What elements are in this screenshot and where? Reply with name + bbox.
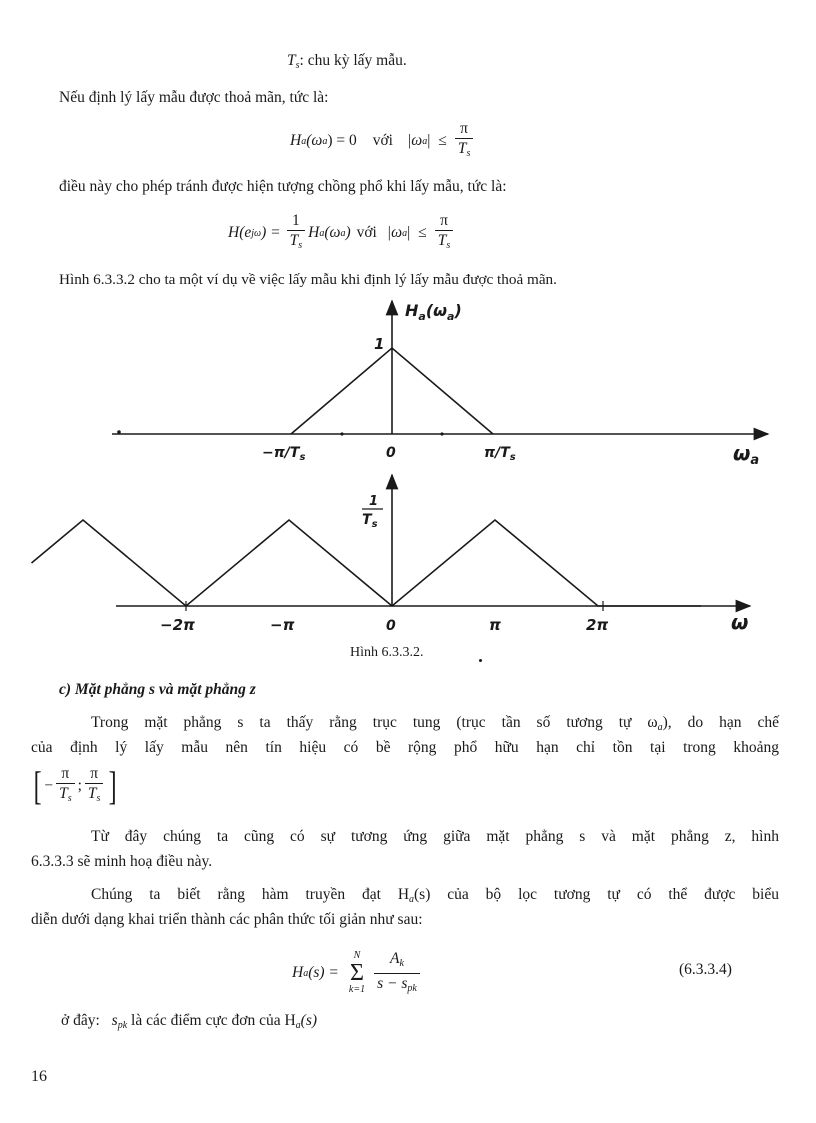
- interval-pi-right: π: [85, 765, 104, 784]
- para2-line2: 6.3.3.3 sẽ minh hoạ điều này.: [31, 853, 213, 870]
- eq2-ts: T: [289, 232, 299, 249]
- interval-minus: −: [44, 777, 54, 794]
- equation-number: (6.3.3.4): [679, 961, 732, 978]
- where-spk-sub: pk: [117, 1020, 128, 1031]
- eq2-abs: |ω: [386, 224, 403, 241]
- top-xtick-neg: $-\pi/T_s$: [262, 445, 306, 463]
- interval-bracket: [31, 761, 120, 811]
- eq3-h-sub: a: [303, 967, 309, 979]
- para1-line1-tail: ), do hạn chế: [662, 714, 779, 731]
- para1-line1-text: Trong mặt phẳng s ta thấy rằng trục tung (trục tần số tương tự ω: [91, 714, 658, 731]
- eq1-abs: |ω: [406, 132, 423, 149]
- top-xtick-pos: $\pi/T_s$: [484, 445, 516, 463]
- figure-intro-text: Hình 6.3.3.2 cho ta một ví dụ về việc lấy mẫu khi định lý lấy mẫu được thoả mãn.: [59, 271, 557, 288]
- para1-line2: của định lý lấy mẫu nên tín hiệu có bề rộng phổ hữu hạn chỉ tồn tại trong khoảng: [31, 739, 779, 756]
- where-h-sub: a: [295, 1020, 301, 1031]
- where-prefix: ở đây:: [61, 1012, 100, 1029]
- eq3-summation: [349, 951, 365, 995]
- top-xlabel: $\omega_a$: [733, 441, 760, 468]
- eq1-pi: π: [455, 120, 474, 139]
- sampling-condition-text: Nếu định lý lấy mẫu được thoả mãn, tức là:: [59, 89, 329, 106]
- where-spk: s: [111, 1012, 118, 1029]
- eq3-sum-bot: k=1: [348, 984, 366, 995]
- eq2-abs-end: |: [407, 224, 411, 241]
- left-bracket: [: [33, 763, 42, 808]
- eq1-with: với: [372, 132, 393, 149]
- right-bracket: ]: [109, 763, 118, 808]
- equation-partial-fractions: [292, 944, 423, 1002]
- eq2-ts-right-sub: s: [446, 240, 451, 251]
- ts-symbol: T: [287, 52, 296, 69]
- aliasing-text: điều này cho phép tránh được hiện tượng chồng phổ khi lấy mẫu, tức là:: [59, 178, 507, 195]
- eq2-le: ≤: [418, 224, 427, 241]
- bottom-periodic-curve: [32, 520, 702, 606]
- eq2-fraction-right: [435, 212, 454, 254]
- interval-ts-right: T: [87, 785, 97, 802]
- eq2-h-sub: a: [319, 227, 325, 239]
- where-tail: (s): [300, 1012, 318, 1029]
- eq1-fraction: [455, 120, 474, 162]
- para3-line1-text: Chúng ta biết rằng hàm truyền đạt H: [91, 886, 410, 903]
- eq1-arg: (ω: [306, 132, 323, 149]
- bottom-peak-den: $T_s$: [362, 512, 378, 530]
- axis-dot-right: [440, 432, 443, 435]
- eq1-h-sub: a: [301, 135, 307, 147]
- interval-ts-left-sub: s: [67, 793, 72, 804]
- top-peak-label: 1: [374, 335, 385, 353]
- eq2-pi: π: [435, 212, 454, 231]
- bottom-xtick-minus-pi: −π: [270, 616, 295, 634]
- eq1-eq: ) = 0: [327, 132, 357, 149]
- eq3-sum: Σ: [350, 960, 364, 986]
- eq1-arg-sub: a: [322, 135, 328, 147]
- para2-line1: Từ đây chúng ta cũng có sự tương ứng giữa mặt phẳng s và mặt phẳng z, hình: [91, 828, 779, 845]
- bottom-peak-num: 1: [369, 494, 379, 509]
- eq2-ts-right: T: [437, 232, 447, 249]
- interval-pi-left: π: [56, 765, 75, 784]
- ts-definition: [287, 51, 407, 76]
- para3-line1: [91, 885, 779, 910]
- equation-sampling-condition: [290, 118, 476, 164]
- eq2-harg: (ω: [324, 224, 341, 241]
- eq3-den: s − s: [377, 974, 408, 992]
- eq3-den-sub: pk: [407, 982, 417, 994]
- top-xtick-zero: 0: [386, 445, 396, 461]
- interval-fraction-left: [56, 765, 75, 807]
- eq1-le: ≤: [438, 132, 447, 149]
- eq3-sum-top: N: [353, 950, 361, 961]
- interval-sep: ;: [77, 777, 82, 794]
- figure-6-3-3-2: [0, 295, 816, 635]
- bottom-xlabel: ω: [731, 610, 749, 634]
- eq3-arg: (s) =: [308, 964, 339, 981]
- eq2-lhs: H(e: [228, 224, 252, 241]
- top-ylabel: $H_a(\omega_a)$: [405, 301, 462, 323]
- eq1-abs-sub: a: [422, 135, 428, 147]
- where-mid: là các điểm cực đơn của H: [131, 1012, 296, 1029]
- eq2-lhs-end: ) =: [261, 224, 281, 241]
- interval-ts-left: T: [59, 785, 68, 802]
- eq2-abs-sub: a: [402, 227, 408, 239]
- where-line: [61, 1011, 317, 1036]
- page-number: 16: [31, 1068, 47, 1085]
- eq3-num-sub: k: [399, 957, 404, 969]
- ts-definition-text: : chu kỳ lấy mẫu.: [299, 52, 407, 69]
- eq1-abs-end: |: [427, 132, 431, 149]
- axis-dot-left: [340, 432, 343, 435]
- eq3-h: H: [292, 964, 304, 981]
- bottom-xtick-2pi: 2π: [586, 616, 609, 634]
- bottom-xtick-pi: π: [489, 616, 501, 634]
- eq2-fraction: [287, 212, 306, 254]
- stray-dot: [117, 430, 121, 434]
- eq2-h: H: [308, 224, 320, 241]
- interval-fraction-right: [85, 765, 104, 807]
- figure-caption: Hình 6.3.3.2.: [350, 645, 424, 660]
- section-title: c) Mặt phẳng s và mặt phẳng z: [59, 681, 256, 698]
- ts-sub: s: [295, 60, 300, 71]
- eq2-harg-sub: a: [340, 227, 346, 239]
- para1-line1: [91, 713, 779, 738]
- eq1-h: H: [290, 132, 302, 149]
- eq2-with: với: [356, 224, 377, 241]
- eq2-ts-sub: s: [298, 240, 303, 251]
- para3-line2: diễn dưới dạng khai triển thành các phân thức tối giản như sau:: [31, 911, 423, 928]
- eq1-ts-sub: s: [466, 148, 471, 159]
- bottom-xtick-minus-2pi: −2π: [160, 616, 195, 634]
- equation-spectrum: [228, 210, 456, 256]
- bottom-xtick-zero: 0: [386, 618, 396, 634]
- eq3-num: A: [390, 949, 400, 967]
- para3-h-sub: a: [409, 894, 415, 905]
- stray-dot-caption: [479, 659, 482, 662]
- para1-omega-sub: a: [657, 722, 663, 733]
- eq2-one: 1: [287, 212, 306, 231]
- eq2-harg-end: ): [345, 224, 351, 241]
- eq1-ts: T: [457, 140, 467, 157]
- eq3-fraction: [374, 950, 420, 997]
- eq2-sup: jω: [251, 227, 262, 239]
- interval-ts-right-sub: s: [96, 793, 101, 804]
- para3-line1-tail: (s) của bộ lọc tương tự có thể được biểu: [414, 886, 779, 903]
